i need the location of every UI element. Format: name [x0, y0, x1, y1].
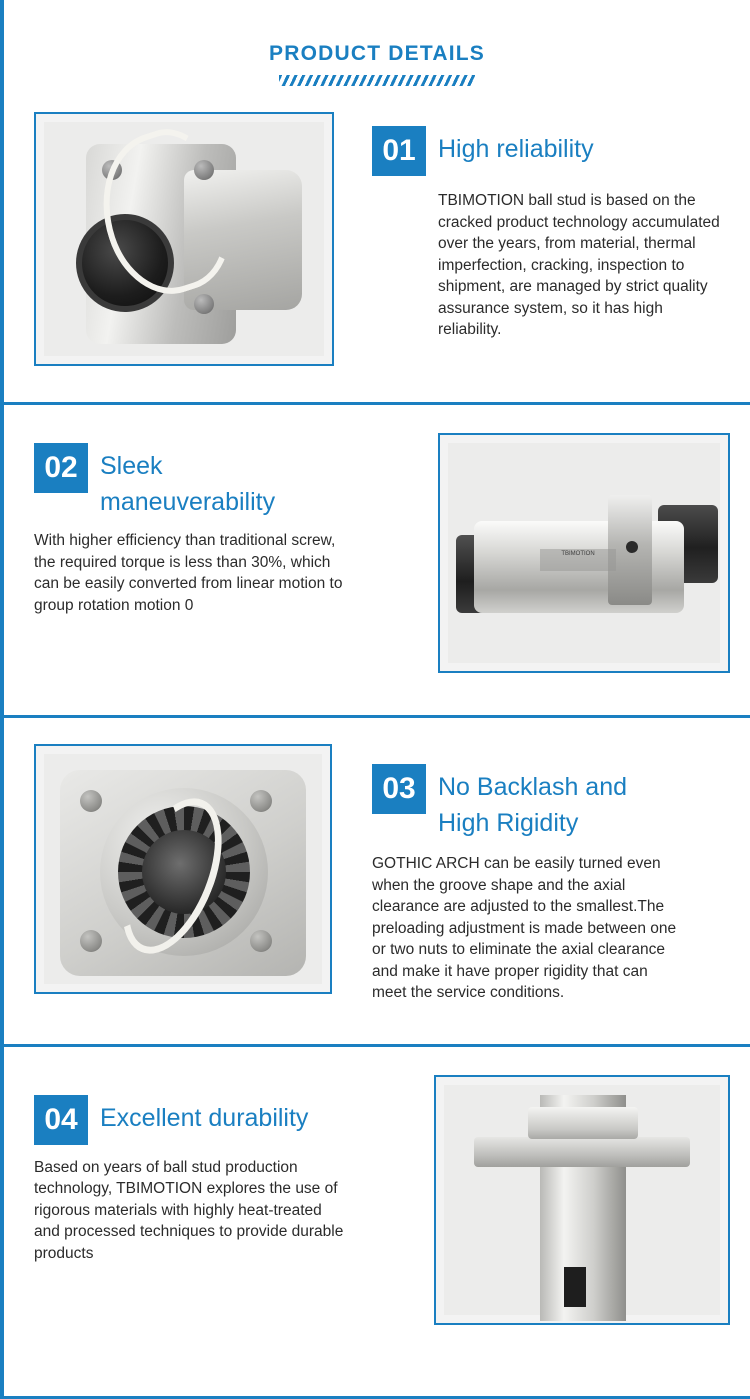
- feature-body-3: GOTHIC ARCH can be easily turned even when the groove shape and the axial clearance are adjusted to the smallest.The preloading adjustment is made between one or two nuts to eliminate the axial clearance and make it have proper rigidity that can meet the service conditions.: [372, 855, 677, 1001]
- feature-title-row-2: [34, 443, 408, 520]
- engraved-label: TBIMOTION: [540, 549, 616, 571]
- photo-4-scene: [444, 1085, 720, 1315]
- keyway-slot: [564, 1267, 586, 1307]
- feature-text-3: [372, 744, 730, 1004]
- feature-title-row-3: [372, 764, 730, 841]
- product-photo-4: [434, 1075, 730, 1325]
- feature-title-2: Sleek maneuverability: [100, 452, 276, 516]
- feature-number-badge-3: 03: [372, 764, 426, 814]
- feature-title-4: Excellent durability: [100, 1103, 309, 1132]
- bolt-hole: [250, 930, 272, 952]
- feature-text-4: [34, 1075, 406, 1265]
- title-underline-decoration: [279, 75, 475, 86]
- feature-title-3: No Backlash and High Rigidity: [438, 773, 628, 837]
- feature-body-2: With higher efficiency than traditional screw, the required torque is less than 30%, which can be easily converted from linear motion to group rotation motion 0: [34, 532, 343, 614]
- product-photo-3: [34, 744, 332, 994]
- feature-section-2: [4, 405, 750, 673]
- bolt-hole: [250, 790, 272, 812]
- grease-port: [626, 541, 638, 553]
- feature-number-badge-4: 04: [34, 1095, 88, 1145]
- shaft-cap: [528, 1107, 638, 1139]
- bolt-hole: [80, 790, 102, 812]
- feature-section-3: [4, 718, 750, 1004]
- feature-body-1: TBIMOTION ball stud is based on the cracked product technology accumulated over the years, from material, thermal imperfection, cracking, inspection to shipment, are managed by strict quality assurance system, so it has high reliability.: [438, 192, 720, 338]
- photo-1-scene: [44, 122, 324, 356]
- feature-text-1: [372, 112, 730, 341]
- bolt-hole: [80, 930, 102, 952]
- feature-number-badge-1: 01: [372, 126, 426, 176]
- feature-title-1: High reliability: [438, 135, 594, 163]
- product-photo-1: [34, 112, 334, 366]
- photo-2-scene: [448, 443, 720, 663]
- feature-section-4: [4, 1047, 750, 1325]
- feature-text-2: [34, 433, 408, 616]
- feature-section-1: [4, 86, 750, 366]
- product-photo-2: [438, 433, 730, 673]
- flange-collar: [474, 1137, 690, 1167]
- page-title: PRODUCT DETAILS: [269, 42, 485, 65]
- photo-3-scene: [44, 754, 322, 984]
- feature-title-row-4: [34, 1095, 406, 1145]
- feature-body-4: Based on years of ball stud production technology, TBIMOTION explores the use of rigorous materials with highly heat-treated and processed techniques to provide durable products: [34, 1158, 344, 1262]
- page-header: [4, 0, 750, 86]
- bolt-hole: [194, 294, 214, 314]
- feature-number-badge-2: 02: [34, 443, 88, 493]
- feature-title-row-1: [372, 126, 730, 176]
